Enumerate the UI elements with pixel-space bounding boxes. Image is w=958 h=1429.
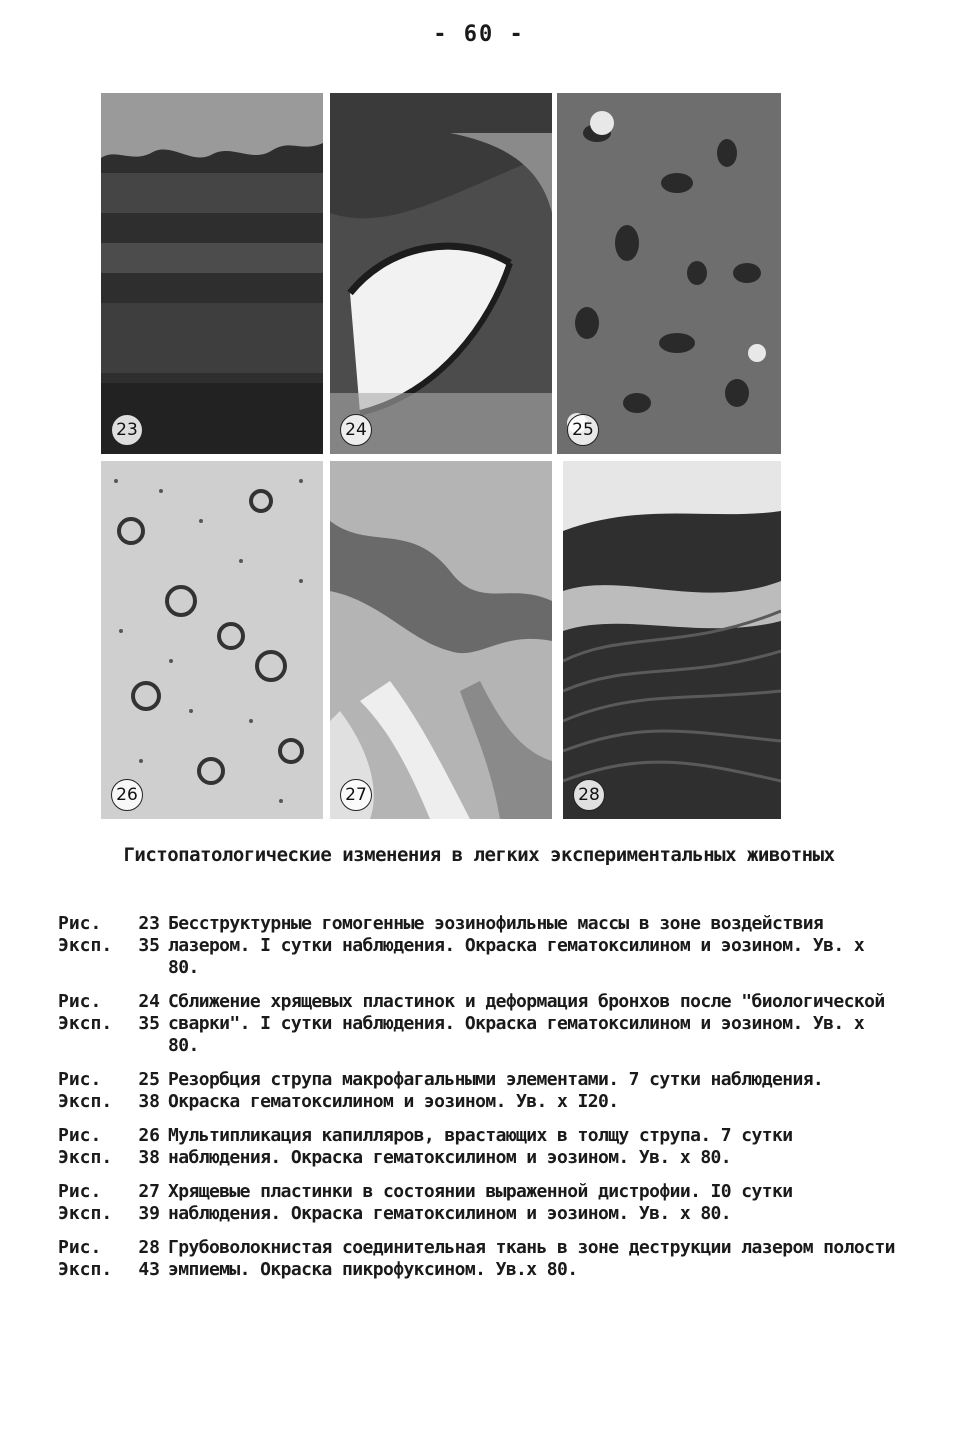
ris-number: 24 <box>138 991 160 1012</box>
caption-28 <box>58 1237 898 1281</box>
histology-image-23 <box>101 93 323 454</box>
figure-grid <box>101 93 781 821</box>
caption-23 <box>58 913 898 979</box>
figure-label-28: 28 <box>573 779 605 811</box>
photo-28 <box>563 461 781 819</box>
photo-25 <box>557 93 781 454</box>
ris-label: Рис. <box>58 913 102 934</box>
caption-text: Хрящевые пластинки в состоянии выраженной дистрофии. I0 сутки наблюдения. Окраска гематоксилином и эозином. Ув. х 80. <box>168 1181 793 1224</box>
caption-text: Бесструктурные гомогенные эозинофильные массы в зоне воздействия лазером. I сутки наблюдения. Окраска гематоксилином и эозином. Ув. х 80. <box>168 913 865 978</box>
exp-number: 35 <box>138 1013 160 1034</box>
figure-label-26: 26 <box>111 779 143 811</box>
caption-24 <box>58 991 898 1057</box>
figure-label-25: 25 <box>567 414 599 446</box>
histology-image-28 <box>563 461 781 819</box>
ris-number: 26 <box>138 1125 160 1146</box>
photo-27 <box>330 461 552 819</box>
figure-label-23: 23 <box>111 414 143 446</box>
exp-number: 39 <box>138 1203 160 1224</box>
ris-number: 27 <box>138 1181 160 1202</box>
histology-image-26 <box>101 461 323 819</box>
ris-label: Рис. <box>58 1181 102 1202</box>
ris-number: 23 <box>138 913 160 934</box>
photo-23 <box>101 93 323 454</box>
exp-label: Эксп. <box>58 1147 113 1168</box>
exp-label: Эксп. <box>58 1091 113 1112</box>
caption-25 <box>58 1069 898 1113</box>
exp-label: Эксп. <box>58 1203 113 1224</box>
page-number: - 60 - <box>433 22 525 47</box>
ris-number: 25 <box>138 1069 160 1090</box>
caption-text: Сближение хрящевых пластинок и деформация бронхов после "биологической сварки". I сутки наблюдения. Окраска гематоксилином и эозином. Ув. х 80. <box>168 991 885 1056</box>
exp-number: 43 <box>138 1259 160 1280</box>
histology-image-25 <box>557 93 781 454</box>
histology-image-24 <box>330 93 552 454</box>
ris-number: 28 <box>138 1237 160 1258</box>
caption-text: Мультипликация капилляров, врастающих в толщу струпа. 7 сутки наблюдения. Окраска гематоксилином и эозином. Ув. х 80. <box>168 1125 793 1168</box>
caption-26 <box>58 1125 898 1169</box>
exp-number: 38 <box>138 1091 160 1112</box>
figure-label-24: 24 <box>340 414 372 446</box>
figure-title: Гистопатологические изменения в легких экспериментальных животных <box>123 844 835 866</box>
exp-label: Эксп. <box>58 1013 113 1034</box>
caption-27 <box>58 1181 898 1225</box>
histology-image-27 <box>330 461 552 819</box>
exp-label: Эксп. <box>58 935 113 956</box>
ris-label: Рис. <box>58 1125 102 1146</box>
photo-24 <box>330 93 552 454</box>
caption-text: Резорбция струпа макрофагальными элементами. 7 сутки наблюдения. Окраска гематоксилином и эозином. Ув. х I20. <box>168 1069 824 1112</box>
exp-number: 35 <box>138 935 160 956</box>
ris-label: Рис. <box>58 1069 102 1090</box>
photo-26 <box>101 461 323 819</box>
exp-number: 38 <box>138 1147 160 1168</box>
figure-label-27: 27 <box>340 779 372 811</box>
caption-text: Грубоволокнистая соединительная ткань в зоне деструкции лазером полости эмпиемы. Окраска пикрофуксином. Ув.х 80. <box>168 1237 895 1280</box>
ris-label: Рис. <box>58 1237 102 1258</box>
exp-label: Эксп. <box>58 1259 113 1280</box>
caption-list <box>58 913 898 1293</box>
ris-label: Рис. <box>58 991 102 1012</box>
